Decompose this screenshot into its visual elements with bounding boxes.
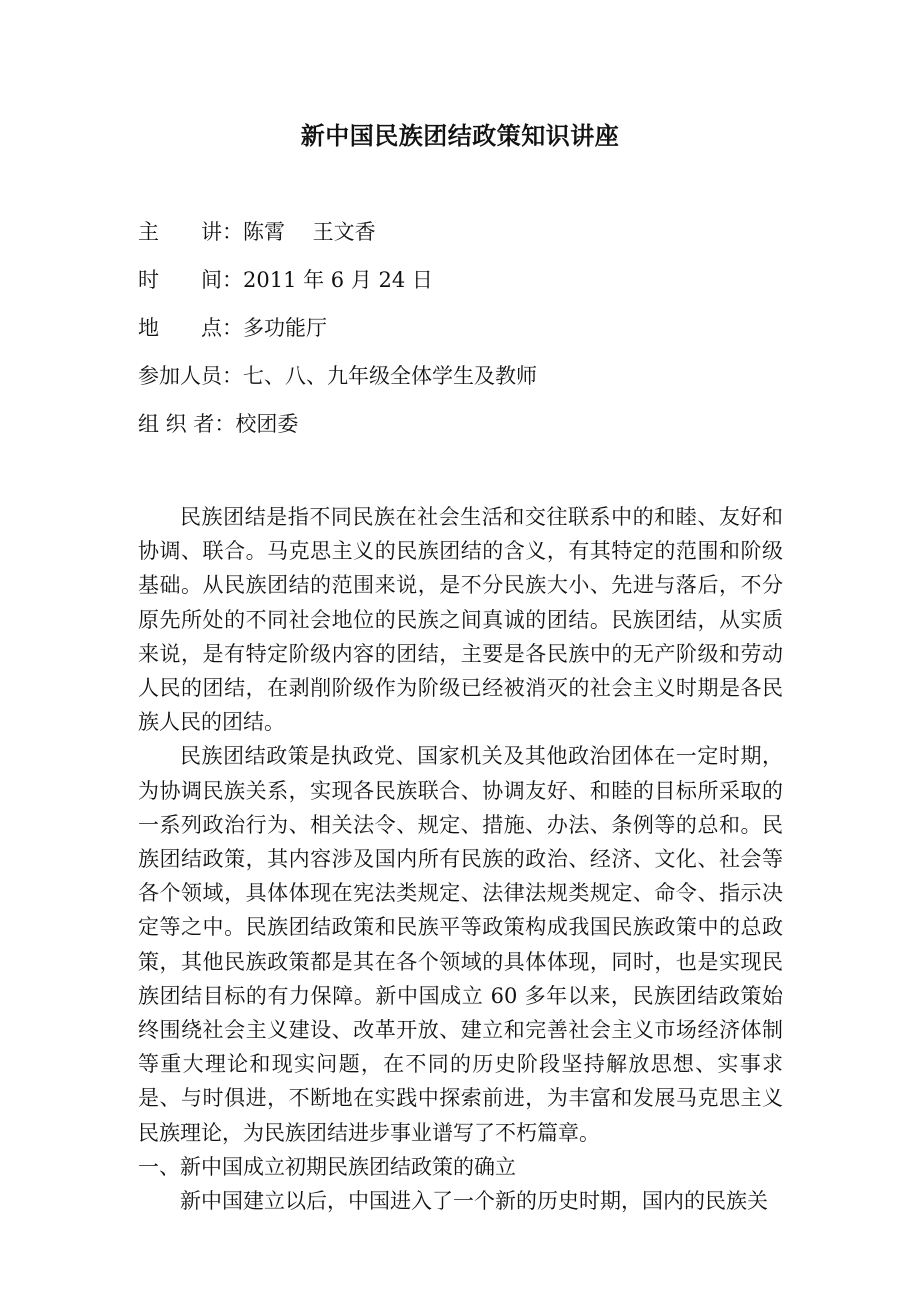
meta-attendees-value: 七、八、九年级全体学生及教师 — [243, 364, 537, 388]
paragraph-definition: 民族团结是指不同民族在社会生活和交往联系中的和睦、友好和协调、联合。马克思主义的民族团结的含义，有其特定的范围和阶级基础。从民族团结的范围来说，是不分民族大小、先进与落后，不分原先所处的不同社会地位的民族之间真诚的团结。民族团结，从实质来说，是有特定阶级内容的团结，主要是各民族中的无产阶级和劳动人民的团结，在剥削阶级作为阶级已经被消灭的社会主义时期是各民族人民的团结。 — [138, 505, 783, 735]
page-title: 新中国民族团结政策知识讲座 — [300, 121, 620, 150]
meta-location-label: 地 点： — [138, 316, 243, 340]
meta-attendees — [138, 361, 537, 391]
meta-attendees-label: 参加人员： — [138, 364, 243, 388]
paragraph-section-start: 新中国建立以后，中国进入了一个新的历史时期，国内的民族关 — [180, 1189, 768, 1214]
body-text — [138, 500, 783, 1218]
meta-organizer-value: 校团委 — [235, 412, 299, 436]
paragraph-policy: 民族团结政策是执政党、国家机关及其他政治团体在一定时期，为协调民族关系，实现各民族联合、协调友好、和睦的目标所采取的一系列政治行为、相关法令、规定、措施、办法、条例等的总和。民族团结政策，其内容涉及国内所有民族的政治、经济、文化、社会等各个领域，具体体现在宪法类规定、法律法规类规定、命令、指示决定等之中。民族团结政策和民族平等政策构成我国民族政策中的总政策，其他民族政策都是其在各个领域的具体体现，同时，也是实现民族团结目标的有力保障。新中国成立 60 多年以来，民族团结政策始终围绕社会主义建设、改革开放、建立和完善社会主义市场经济体制等重大理论和现实问题，在不同的历史阶段坚持解放思想、实事求是、与时俱进，不断地在实践中探索前进，为丰富和发展马克思主义民族理论，为民族团结进步事业谱写了不朽篇章。 — [138, 744, 783, 1145]
meta-time-label: 时 间： — [138, 268, 243, 292]
meta-time-value: 2011 年 6 月 24 日 — [243, 268, 433, 292]
section-heading: 一、新中国成立初期民族团结政策的确立 — [138, 1154, 516, 1179]
meta-speaker-value: 陈霄 王文香 — [243, 220, 376, 244]
meta-speaker — [138, 217, 376, 247]
meta-location — [138, 313, 327, 343]
meta-speaker-label: 主 讲： — [138, 220, 243, 244]
meta-organizer-label: 组 织 者： — [138, 412, 236, 436]
meta-time — [138, 265, 433, 295]
meta-location-value: 多功能厅 — [243, 316, 327, 340]
meta-organizer — [138, 409, 298, 439]
